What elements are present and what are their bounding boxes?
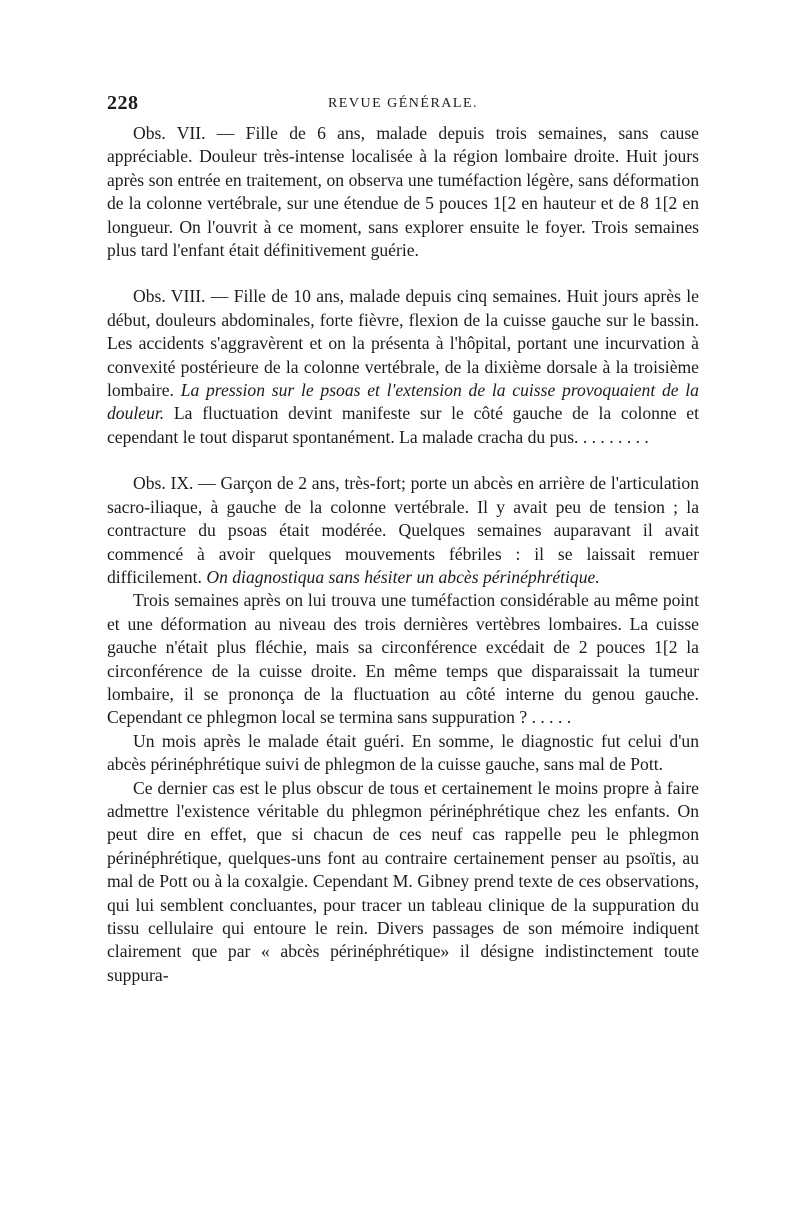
document-page bbox=[107, 92, 699, 987]
paragraph-text: La fluctuation devint manifeste sur le côté gauche de la colonne et cependant le tout disparut spontanément. La malade cracha du pus. . . . . . . . . bbox=[107, 403, 699, 447]
paragraph-text: Obs. IX. — Garçon de 2 ans, très-fort; porte un abcès en arrière de l'articulation sacro-iliaque, à gauche de la colonne vertébrale. Il y avait peu de tension ; la contracture du psoas était modérée. Quelques semaines auparavant il avait commencé à avoir quelques mouvements fébriles : il se laissait remuer difficilement. bbox=[107, 473, 699, 587]
paragraph-text: Trois semaines après on lui trouva une tuméfaction considérable au même point et une déformation au niveau des trois dernières vertèbres lombaires. La cuisse gauche n'était plus fléchie, mais sa circonférence excédait de 2 pouces 1[2 la circonférence de la cuisse droite. En même temps que disparaissait la tumeur lombaire, il se prononça de la fluctuation au côté interne du genou gauche. Cependant ce phlegmon local se termina sans suppuration ? . . . . . bbox=[107, 590, 699, 728]
paragraph-text: Obs. VIII. — Fille de 10 ans, malade depuis cinq semaines. Huit jours après le début, douleurs abdominales, forte fièvre, flexion de la cuisse gauche sur le bassin. Les accidents s'aggravèrent et on la présenta à l'hôpital, portant une incurvation à convexité postérieure de la colonne vertébrale, de la dixième dorsale à la troisième lombaire. bbox=[107, 286, 699, 401]
paragraph-obs-ix bbox=[107, 472, 699, 589]
paragraph-italic-text: La pression sur le psoas et l'extension de la cuisse provoquaient de la douleur. bbox=[107, 380, 699, 424]
paragraph-obs-ix-followup bbox=[107, 589, 699, 729]
paragraph-italic-text: On diagnostiqua sans hésiter un abcès périnéphrétique. bbox=[206, 566, 600, 587]
paragraph-text: Ce dernier cas est le plus obscur de tous et certainement le moins propre à faire admettre l'existence véritable du phlegmon périnéphrétique chez les enfants. On peut dire en effet, que si chacun de ces neuf cas rappelle peu le phlegmon périnéphrétique, quelques-uns font au contraire certainement penser au psoïtis, au mal de Pott ou à la coxalgie. Cependant M. Gibney prend texte de ces observations, qui lui semblent concluantes, pour tracer un tableau clinique de la suppuration du tissu cellulaire qui entoure le rein. Divers passages de son mémoire indiquent clairement que par « abcès périnéphrétique» il désigne indistinctement toute suppura- bbox=[107, 777, 699, 985]
running-title: REVUE GÉNÉRALE. bbox=[327, 96, 479, 111]
paragraph-obs-vii bbox=[107, 122, 699, 262]
paragraph-discussion bbox=[107, 777, 699, 988]
page-number: 228 bbox=[107, 92, 139, 114]
paragraph-obs-ix-outcome bbox=[107, 730, 699, 777]
paragraph-text: Un mois après le malade était guéri. En somme, le diagnostic fut celui d'un abcès périnéphrétique suivi de phlegmon de la cuisse gauche, sans mal de Pott. bbox=[107, 730, 699, 775]
page-header bbox=[107, 92, 699, 122]
paragraph-obs-viii bbox=[107, 285, 699, 449]
paragraph-text: Obs. VII. — Fille de 6 ans, malade depuis trois semaines, sans cause appréciable. Douleur très-intense localisée à la région lombaire droite. Huit jours après son entrée en traitement, on observa une tuméfaction légère, sans déformation de la colonne vertébrale, sur une étendue de 5 pouces 1[2 en hauteur et de 8 1[2 en longueur. On l'ouvrit à ce moment, sans explorer ensuite le foyer. Trois semaines plus tard l'enfant était définitivement guérie. bbox=[107, 123, 699, 261]
